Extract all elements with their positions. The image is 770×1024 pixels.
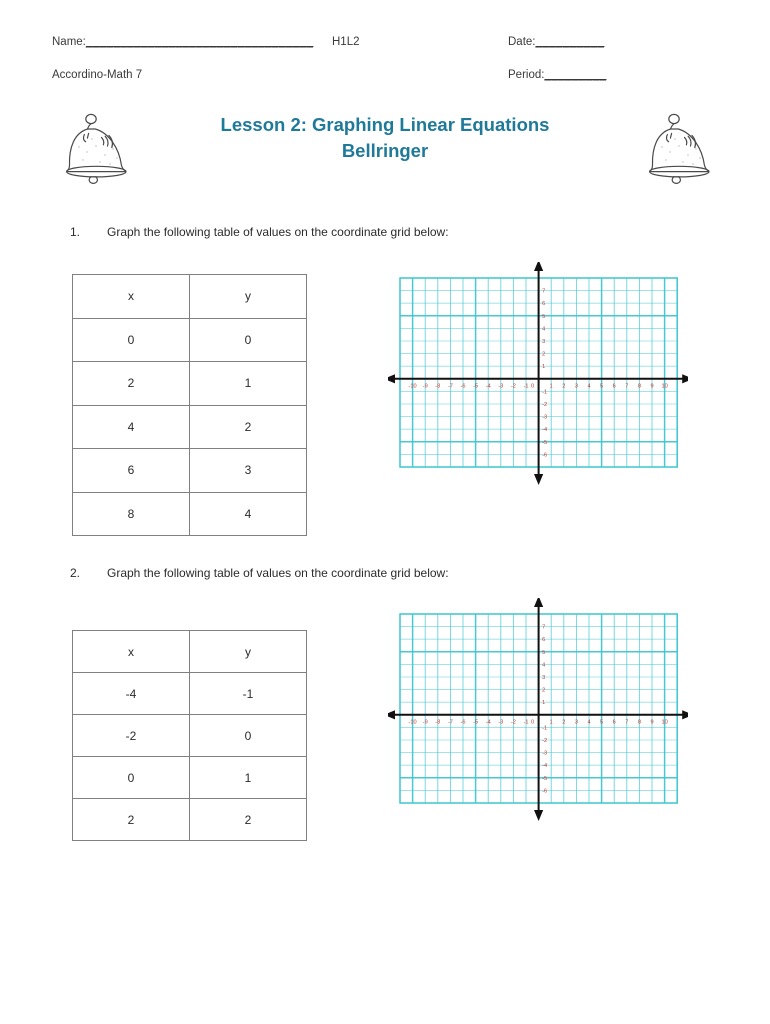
table-header-y: y (190, 631, 307, 673)
svg-text:1: 1 (549, 719, 553, 726)
svg-text:-9: -9 (422, 719, 428, 726)
bell-icon (645, 108, 719, 193)
svg-text:-6: -6 (542, 452, 548, 459)
title-line-2: Bellringer (341, 140, 429, 162)
table-row (73, 362, 307, 406)
cell-y: 2 (190, 405, 307, 449)
cell-y: 3 (190, 449, 307, 493)
coordinate-grid-2[interactable] (388, 598, 688, 831)
svg-text:-6: -6 (542, 788, 548, 795)
cell-x: -4 (73, 673, 190, 715)
cell-y: 1 (190, 757, 307, 799)
svg-text:10: 10 (661, 383, 668, 390)
svg-text:4: 4 (542, 326, 546, 333)
cell-y: 0 (190, 318, 307, 362)
table-row (73, 715, 307, 757)
svg-text:5: 5 (542, 313, 546, 320)
svg-text:-5: -5 (542, 775, 548, 782)
svg-text:-9: -9 (422, 383, 428, 390)
svg-text:-2: -2 (542, 738, 548, 744)
cell-y: 1 (190, 362, 307, 406)
svg-text:2: 2 (562, 383, 566, 390)
svg-text:-5: -5 (473, 719, 479, 726)
svg-text:-4: -4 (485, 383, 491, 390)
svg-text:-5: -5 (473, 383, 479, 390)
cell-y: 0 (190, 715, 307, 757)
svg-text:-7: -7 (447, 719, 453, 726)
name-field (52, 36, 313, 48)
values-table-1 (72, 274, 307, 536)
question-1-text: Graph the following table of values on the coordinate grid below: (107, 225, 449, 239)
svg-text:2: 2 (542, 351, 546, 358)
svg-text:-6: -6 (460, 719, 466, 726)
cell-x: -2 (73, 715, 190, 757)
svg-text:-1: -1 (542, 389, 548, 396)
question-2-text: Graph the following table of values on the coordinate grid below: (107, 566, 449, 580)
svg-text:9: 9 (650, 383, 654, 390)
cell-y: -1 (190, 673, 307, 715)
svg-text:-4: -4 (542, 763, 548, 770)
cell-y: 2 (190, 799, 307, 841)
page-title (150, 112, 620, 165)
title-line-1: Lesson 2: Graphing Linear Equations (220, 114, 550, 135)
svg-text:0: 0 (530, 383, 535, 390)
name-blank[interactable]: _________________________________ (85, 36, 314, 48)
svg-text:-4: -4 (485, 719, 491, 726)
svg-text:6: 6 (542, 637, 546, 644)
table-row (73, 757, 307, 799)
period-label: Period: (508, 69, 545, 81)
svg-text:2: 2 (562, 719, 566, 726)
svg-text:5: 5 (542, 649, 546, 656)
svg-text:-8: -8 (435, 719, 441, 726)
table-row (73, 492, 307, 536)
svg-text:7: 7 (542, 624, 546, 631)
table-row (73, 275, 307, 319)
question-1-number: 1. (70, 225, 81, 239)
table-header-y: y (190, 275, 307, 319)
svg-text:3: 3 (574, 719, 578, 726)
svg-text:9: 9 (650, 719, 654, 726)
svg-text:3: 3 (542, 339, 546, 345)
svg-text:1: 1 (542, 364, 546, 371)
svg-text:-2: -2 (510, 719, 516, 726)
svg-text:5: 5 (600, 719, 604, 726)
cell-x: 0 (73, 757, 190, 799)
date-field (508, 36, 604, 48)
svg-text:4: 4 (587, 383, 591, 390)
svg-text:4: 4 (542, 662, 546, 669)
svg-text:-1: -1 (523, 719, 529, 726)
svg-text:-1: -1 (523, 383, 529, 390)
svg-text:3: 3 (574, 383, 578, 390)
svg-text:-5: -5 (542, 439, 548, 446)
table-header-x: x (73, 275, 190, 319)
svg-text:1: 1 (549, 383, 553, 390)
svg-text:2: 2 (542, 687, 546, 694)
svg-text:-10: -10 (408, 383, 417, 390)
period-field (508, 69, 607, 81)
cell-x: 0 (73, 318, 190, 362)
svg-text:4: 4 (587, 719, 591, 726)
svg-text:-6: -6 (460, 383, 466, 390)
bell-icon (62, 108, 136, 193)
cell-x: 8 (73, 492, 190, 536)
svg-text:-4: -4 (542, 427, 548, 434)
lesson-code: H1L2 (332, 36, 360, 48)
date-label: Date: (508, 36, 536, 48)
cell-x: 6 (73, 449, 190, 493)
svg-text:-10: -10 (408, 719, 417, 726)
date-blank[interactable]: __________ (535, 36, 605, 48)
svg-text:1: 1 (542, 700, 546, 707)
svg-text:-8: -8 (435, 383, 441, 390)
table-row (73, 449, 307, 493)
svg-text:5: 5 (600, 383, 604, 390)
name-label: Name: (52, 36, 86, 48)
svg-text:8: 8 (637, 383, 641, 390)
cell-x: 2 (73, 799, 190, 841)
values-table-2 (72, 630, 307, 841)
svg-text:-7: -7 (447, 383, 453, 390)
table-row (73, 405, 307, 449)
svg-text:-3: -3 (542, 750, 548, 757)
cell-x: 2 (73, 362, 190, 406)
table-row (73, 673, 307, 715)
svg-text:0: 0 (530, 719, 535, 726)
svg-text:7: 7 (625, 719, 629, 726)
svg-text:-3: -3 (498, 383, 504, 390)
table-row (73, 318, 307, 362)
coordinate-grid-1[interactable] (388, 262, 688, 495)
cell-x: 4 (73, 405, 190, 449)
svg-text:-1: -1 (542, 725, 548, 732)
svg-text:7: 7 (625, 383, 629, 390)
course-name: Accordino-Math 7 (52, 69, 143, 81)
svg-text:6: 6 (612, 383, 616, 390)
svg-text:-2: -2 (542, 402, 548, 408)
svg-text:7: 7 (542, 288, 546, 295)
cell-y: 4 (190, 492, 307, 536)
svg-text:-3: -3 (498, 719, 504, 726)
svg-text:-2: -2 (510, 383, 516, 390)
table-row (73, 631, 307, 673)
table-header-x: x (73, 631, 190, 673)
svg-text:8: 8 (637, 719, 641, 726)
svg-text:-3: -3 (542, 414, 548, 421)
svg-text:6: 6 (612, 719, 616, 726)
svg-text:3: 3 (542, 675, 546, 681)
period-blank[interactable]: _________ (544, 69, 607, 81)
question-2-number: 2. (70, 566, 81, 580)
svg-text:10: 10 (661, 719, 668, 726)
table-row (73, 799, 307, 841)
svg-text:6: 6 (542, 301, 546, 308)
